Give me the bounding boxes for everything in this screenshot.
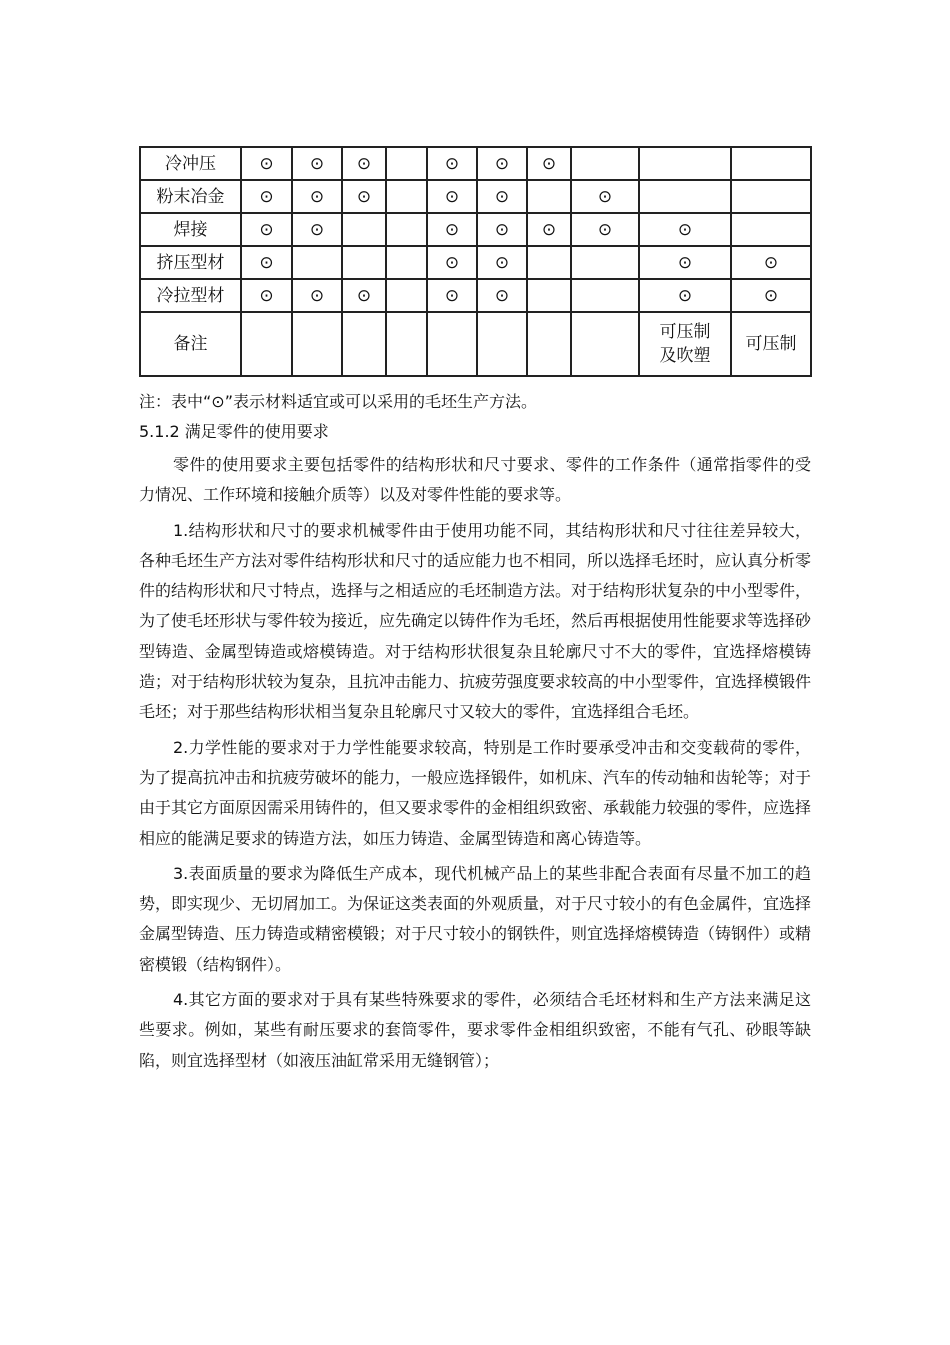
table-cell <box>731 180 811 213</box>
material-method-table <box>139 146 812 377</box>
suitable-mark-cell: ⊙ <box>241 213 292 246</box>
remark-label: 备注 <box>140 312 241 376</box>
suitable-mark-cell: ⊙ <box>427 147 477 180</box>
table-row <box>140 246 811 279</box>
remark-col9-line1: 可压制 <box>659 322 711 342</box>
suitable-mark-cell: ⊙ <box>427 246 477 279</box>
paragraph-mechanical: 2.力学性能的要求对于力学性能要求较高，特别是工作时要承受冲击和交变载荷的零件，为了提高抗冲击和抗疲劳破坏的能力，一般应选择锻件，如机床、汽车的传动轴和齿轮等；对于由于其它方面原因需采用铸件的，但又要求零件的金相组织致密、承载能力较强的零件，应选择相应的能满足要求的铸造方法，如压力铸造、金属型铸造和离心铸造等。 <box>139 737 812 848</box>
table-cell <box>292 312 342 376</box>
remark-col9-line2: 及吹塑 <box>659 346 711 366</box>
row-label: 冷冲压 <box>140 147 241 180</box>
table-cell <box>571 279 639 312</box>
row-label: 焊接 <box>140 213 241 246</box>
suitable-mark-cell: ⊙ <box>292 147 342 180</box>
suitable-mark-cell: ⊙ <box>477 147 527 180</box>
suitable-mark-cell: ⊙ <box>639 279 731 312</box>
suitable-mark-cell: ⊙ <box>342 180 386 213</box>
suitable-mark-cell: ⊙ <box>241 180 292 213</box>
suitable-mark-cell: ⊙ <box>571 180 639 213</box>
table-cell <box>292 246 342 279</box>
suitable-mark-cell: ⊙ <box>241 279 292 312</box>
suitable-mark-cell: ⊙ <box>731 279 811 312</box>
table-cell <box>527 312 571 376</box>
suitable-mark-cell: ⊙ <box>241 147 292 180</box>
paragraph-surface: 3.表面质量的要求为降低生产成本，现代机械产品上的某些非配合表面有尽量不加工的趋势，即实现少、无切屑加工。为保证这类表面的外观质量，对于尺寸较小的有色金属件，宜选择金属型铸造、压力铸造或精密模锻；对于尺寸较小的钢铁件，则宜选择熔模铸造（铸钢件）或精密模锻（结构钢件）。 <box>139 863 812 974</box>
paragraph-shape-size: 1.结构形状和尺寸的要求机械零件由于使用功能不同，其结构形状和尺寸往往差异较大，各种毛坯生产方法对零件结构形状和尺寸的适应能力也不相同，所以选择毛坯时，应认真分析零件的结构形状和尺寸特点，选择与之相适应的毛坯制造方法。对于结构形状复杂的中小型零件，为了使毛坯形状与零件较为接近，应先确定以铸件作为毛坯，然后再根据使用性能要求等选择砂型铸造、金属型铸造或熔模铸造。对于结构形状很复杂且轮廓尺寸不大的零件，宜选择熔模铸造；对于结构形状较为复杂，且抗冲击能力、抗疲劳强度要求较高的中小型零件，宜选择模锻件毛坯；对于那些结构形状相当复杂且轮廓尺寸又较大的零件，宜选择组合毛坯。 <box>139 520 812 722</box>
suitable-mark-cell: ⊙ <box>427 213 477 246</box>
table-row <box>140 147 811 180</box>
remark-cell-col9 <box>639 312 731 376</box>
table-body <box>140 147 811 376</box>
table-cell <box>386 246 427 279</box>
suitable-mark-cell: ⊙ <box>292 180 342 213</box>
table-cell <box>731 213 811 246</box>
suitable-mark-cell: ⊙ <box>292 279 342 312</box>
paragraph-intro: 零件的使用要求主要包括零件的结构形状和尺寸要求、零件的工作条件（通常指零件的受力情况、工作环境和接触介质等）以及对零件性能的要求等。 <box>139 455 811 505</box>
table-cell <box>386 180 427 213</box>
content-body <box>139 388 811 1081</box>
table-cell <box>571 246 639 279</box>
table-cell <box>527 246 571 279</box>
table-cell <box>571 312 639 376</box>
table-cell <box>731 147 811 180</box>
suitable-mark-cell: ⊙ <box>571 213 639 246</box>
suitable-mark-cell: ⊙ <box>639 213 731 246</box>
table-cell <box>639 180 731 213</box>
suitable-mark-cell: ⊙ <box>527 213 571 246</box>
suitable-mark-cell: ⊙ <box>427 279 477 312</box>
table-note: 注：表中“⊙”表示材料适宜或可以采用的毛坯生产方法。 <box>139 392 537 411</box>
table-row <box>140 213 811 246</box>
suitable-mark-cell: ⊙ <box>477 180 527 213</box>
row-label: 挤压型材 <box>140 246 241 279</box>
suitable-mark-cell: ⊙ <box>639 246 731 279</box>
suitable-mark-cell: ⊙ <box>477 213 527 246</box>
table-cell <box>527 180 571 213</box>
row-label: 冷拉型材 <box>140 279 241 312</box>
suitable-mark-cell: ⊙ <box>731 246 811 279</box>
table-cell <box>342 213 386 246</box>
table-cell <box>427 312 477 376</box>
suitable-mark-cell: ⊙ <box>292 213 342 246</box>
suitable-mark-cell: ⊙ <box>342 147 386 180</box>
suitable-mark-cell: ⊙ <box>342 279 386 312</box>
remark-row <box>140 312 811 376</box>
paragraph-other: 4.其它方面的要求对于具有某些特殊要求的零件，必须结合毛坯材料和生产方法来满足这些要求。例如，某些有耐压要求的套筒零件，要求零件金相组织致密，不能有气孔、砂眼等缺陷，则宜选择型材（如液压油缸常采用无缝钢管）； <box>139 990 811 1070</box>
remark-cell-col10: 可压制 <box>731 312 811 376</box>
suitable-mark-cell: ⊙ <box>477 279 527 312</box>
suitable-mark-cell: ⊙ <box>241 246 292 279</box>
table-row <box>140 180 811 213</box>
table-cell <box>386 312 427 376</box>
table-cell <box>386 279 427 312</box>
section-heading: 5.1.2 满足零件的使用要求 <box>139 422 329 441</box>
suitable-mark-cell: ⊙ <box>427 180 477 213</box>
suitable-mark-cell: ⊙ <box>477 246 527 279</box>
row-label: 粉末冶金 <box>140 180 241 213</box>
table-row <box>140 279 811 312</box>
table-cell <box>342 246 386 279</box>
table-cell <box>386 213 427 246</box>
suitable-mark-cell: ⊙ <box>527 147 571 180</box>
table-cell <box>241 312 292 376</box>
table-cell <box>527 279 571 312</box>
table-cell <box>386 147 427 180</box>
table-cell <box>571 147 639 180</box>
table-cell <box>477 312 527 376</box>
table-cell <box>639 147 731 180</box>
table-cell <box>342 312 386 376</box>
